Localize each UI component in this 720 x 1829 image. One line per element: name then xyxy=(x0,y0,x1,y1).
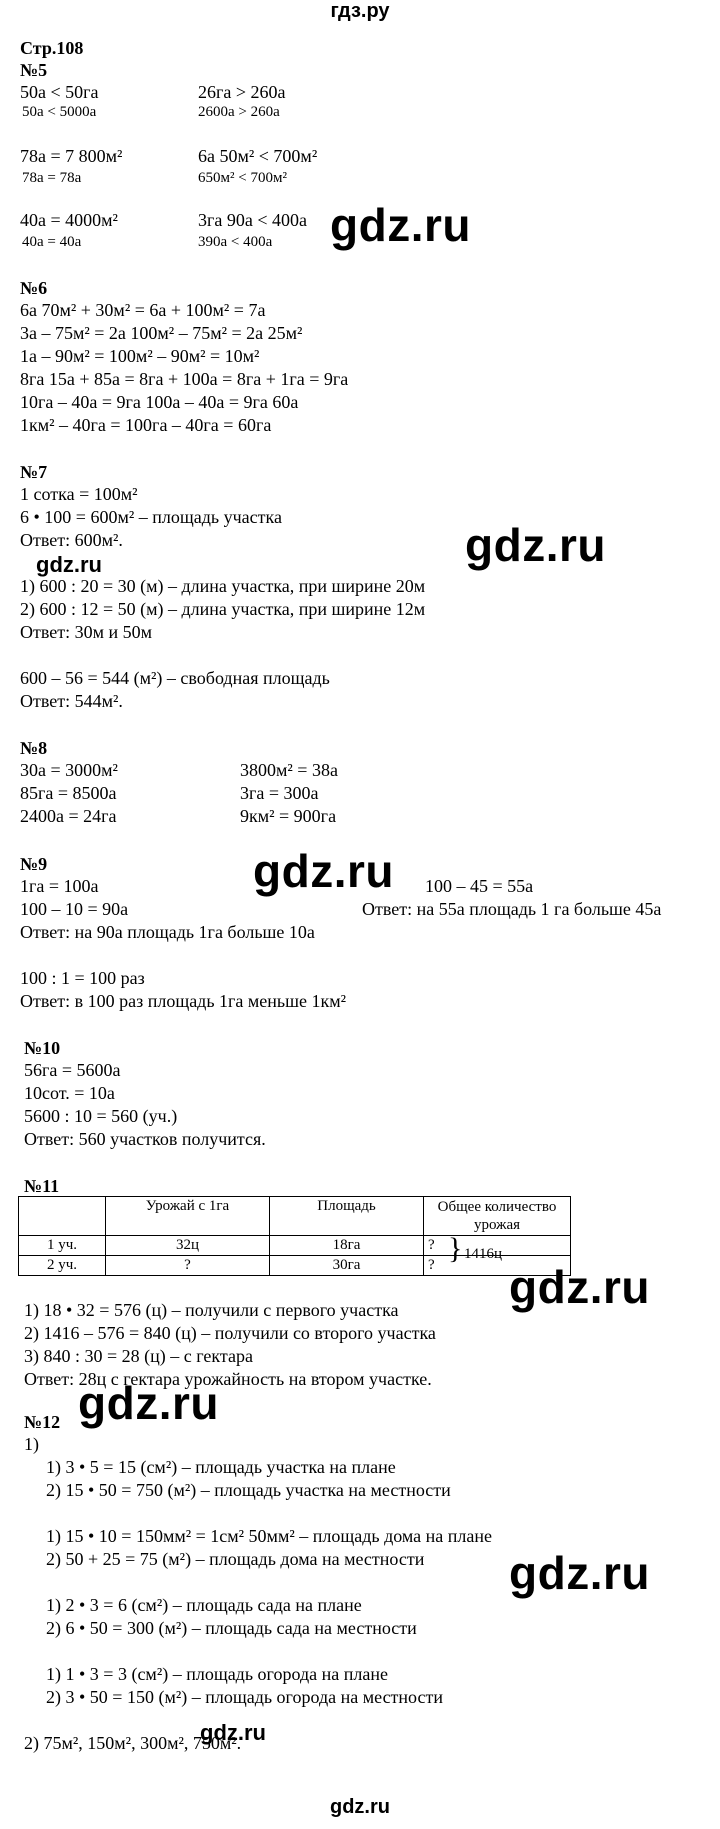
task-line: 1 сотка = 100м² xyxy=(20,484,138,504)
task-line: 2) 600 : 12 = 50 (м) – длина участка, при ширине 12м xyxy=(20,599,426,619)
task-line: 100 – 10 = 90а xyxy=(20,899,129,919)
task-line: 1) 15 • 10 = 150мм² = 1см² 50мм² – площадь дома на плане xyxy=(46,1526,492,1546)
task-line: 1) 3 • 5 = 15 (см²) – площадь участка на плане xyxy=(46,1457,396,1477)
task-line: Ответ: 28ц с гектара урожайность на втором участке. xyxy=(24,1369,432,1389)
task-title: №7 xyxy=(20,462,48,482)
watermark: gdz.ru xyxy=(330,199,471,251)
task-line: 10сот. = 10а xyxy=(24,1083,115,1103)
task-line: 9км² = 900га xyxy=(240,806,337,826)
task-line: 85га = 8500а xyxy=(20,783,117,803)
total-harvest: 1416ц xyxy=(464,1246,503,1262)
task-line: 1) 18 • 32 = 576 (ц) – получили с первого участка xyxy=(24,1300,399,1320)
watermark: gdz.ru xyxy=(465,519,606,571)
task-line: 1км² – 40га = 100га – 40га = 60га xyxy=(20,415,272,435)
task-title: №11 xyxy=(24,1176,60,1196)
task-line: 390а < 400а xyxy=(198,234,273,250)
table-header-cell xyxy=(19,1197,106,1236)
task-line: 1) 1 • 3 = 3 (см²) – площадь огорода на плане xyxy=(46,1664,388,1684)
task-title: №8 xyxy=(20,738,48,758)
task-line: Ответ: 560 участков получится. xyxy=(24,1129,266,1149)
task-line: 2) 75м², 150м², 300м², 750м². xyxy=(24,1733,242,1753)
task-line: 1) 2 • 3 = 6 (см²) – площадь сада на плане xyxy=(46,1595,362,1615)
task-line: 2) 15 • 50 = 750 (м²) – площадь участка на местности xyxy=(46,1480,451,1500)
task-line: 2600а > 260а xyxy=(198,104,280,120)
task-line: 2) 1416 – 576 = 840 (ц) – получили со второго участка xyxy=(24,1323,436,1343)
watermark: gdz.ru xyxy=(509,1261,650,1313)
task-line: 2) 50 + 25 = 75 (м²) – площадь дома на местности xyxy=(46,1549,425,1569)
table-cell: ? xyxy=(106,1256,270,1276)
table-cell: ? xyxy=(424,1256,571,1276)
harvest-table xyxy=(18,1196,571,1276)
brace-icon: } xyxy=(448,1232,463,1265)
task-line: 30а = 3000м² xyxy=(20,760,118,780)
task-line: 1) 600 : 20 = 30 (м) – длина участка, при ширине 20м xyxy=(20,576,426,596)
watermark: gdz.ru xyxy=(200,1720,266,1745)
task-line: 6а 70м² + 30м² = 6а + 100м² = 7а xyxy=(20,300,266,320)
task-line: 40а = 40а xyxy=(22,234,82,250)
task-line: 100 : 1 = 100 раз xyxy=(20,968,145,988)
task-line: 100 – 45 = 55а xyxy=(425,876,534,896)
table-cell: 32ц xyxy=(106,1236,270,1256)
table-cell-value: ? xyxy=(428,1237,435,1253)
site-header: гдз.ру xyxy=(330,0,390,22)
task-title: №12 xyxy=(24,1412,61,1432)
watermark: gdz.ru xyxy=(253,845,394,897)
table-cell: 2 уч. xyxy=(19,1256,106,1276)
task-line: 56га = 5600а xyxy=(24,1060,121,1080)
task-line: 50а < 50га xyxy=(20,82,99,102)
task-line: 10га – 40а = 9га 100а – 40а = 9га 60а xyxy=(20,392,299,412)
task-line: 3а – 75м² = 2а 100м² – 75м² = 2а 25м² xyxy=(20,323,303,343)
task-line: 5600 : 10 = 560 (уч.) xyxy=(24,1106,178,1126)
task-line: 40а = 4000м² xyxy=(20,210,118,230)
task-title: №9 xyxy=(20,854,48,874)
task-line: 3) 840 : 30 = 28 (ц) – с гектара xyxy=(24,1346,253,1366)
watermark: gdz.ru xyxy=(509,1547,650,1599)
table-header-cell: Площадь xyxy=(270,1197,424,1236)
task-line: 6 • 100 = 600м² – площадь участка xyxy=(20,507,282,527)
site-footer: gdz.ru xyxy=(330,1796,390,1818)
table-cell xyxy=(424,1232,571,1265)
task-line: 1а – 90м² = 100м² – 90м² = 10м² xyxy=(20,346,260,366)
task-line: 2400а = 24га xyxy=(20,806,117,826)
table-row xyxy=(19,1236,571,1256)
task-line: Ответ: 544м². xyxy=(20,691,123,711)
task-line: 78а = 7 800м² xyxy=(20,146,123,166)
table-cell: 30га xyxy=(270,1256,424,1276)
task-title: №5 xyxy=(20,60,48,80)
table-cell: 18га xyxy=(270,1236,424,1256)
watermark: gdz.ru xyxy=(78,1377,219,1429)
task-line: 2) 3 • 50 = 150 (м²) – площадь огорода на местности xyxy=(46,1687,443,1707)
task-title: №10 xyxy=(24,1038,61,1058)
task-line: 6а 50м² < 700м² xyxy=(198,146,318,166)
task-line: 1) xyxy=(24,1434,39,1454)
task-line: Ответ: на 55а площадь 1 га больше 45а xyxy=(362,899,662,919)
task-line: 600 – 56 = 544 (м²) – свободная площадь xyxy=(20,668,330,688)
task-line: 3800м² = 38а xyxy=(240,760,338,780)
task-line: 50а < 5000а xyxy=(22,104,97,120)
table-header-cell: Общее количество урожая xyxy=(424,1197,571,1236)
task-line: 8га 15а + 85а = 8га + 100а = 8га + 1га = 9га xyxy=(20,369,349,389)
task-line: Ответ: на 90а площадь 1га больше 10а xyxy=(20,922,315,942)
task-line: Ответ: в 100 раз площадь 1га меньше 1км² xyxy=(20,991,347,1011)
page-number: Стр.108 xyxy=(20,38,84,58)
task-line: 78а = 78а xyxy=(22,170,82,186)
task-line: 1га = 100а xyxy=(20,876,99,896)
watermark: gdz.ru xyxy=(36,552,102,577)
task-line: Ответ: 30м и 50м xyxy=(20,622,153,642)
table-cell: 1 уч. xyxy=(19,1236,106,1256)
task-line: 3га 90а < 400а xyxy=(198,210,308,230)
task-line: 650м² < 700м² xyxy=(198,170,287,186)
table-row xyxy=(19,1197,571,1236)
table-header-cell: Урожай с 1га xyxy=(106,1197,270,1236)
task-line: 2) 6 • 50 = 300 (м²) – площадь сада на местности xyxy=(46,1618,417,1638)
task-title: №6 xyxy=(20,278,48,298)
task-line: 26га > 260а xyxy=(198,82,286,102)
task-line: 3га = 300а xyxy=(240,783,319,803)
task-line: Ответ: 600м². xyxy=(20,530,123,550)
